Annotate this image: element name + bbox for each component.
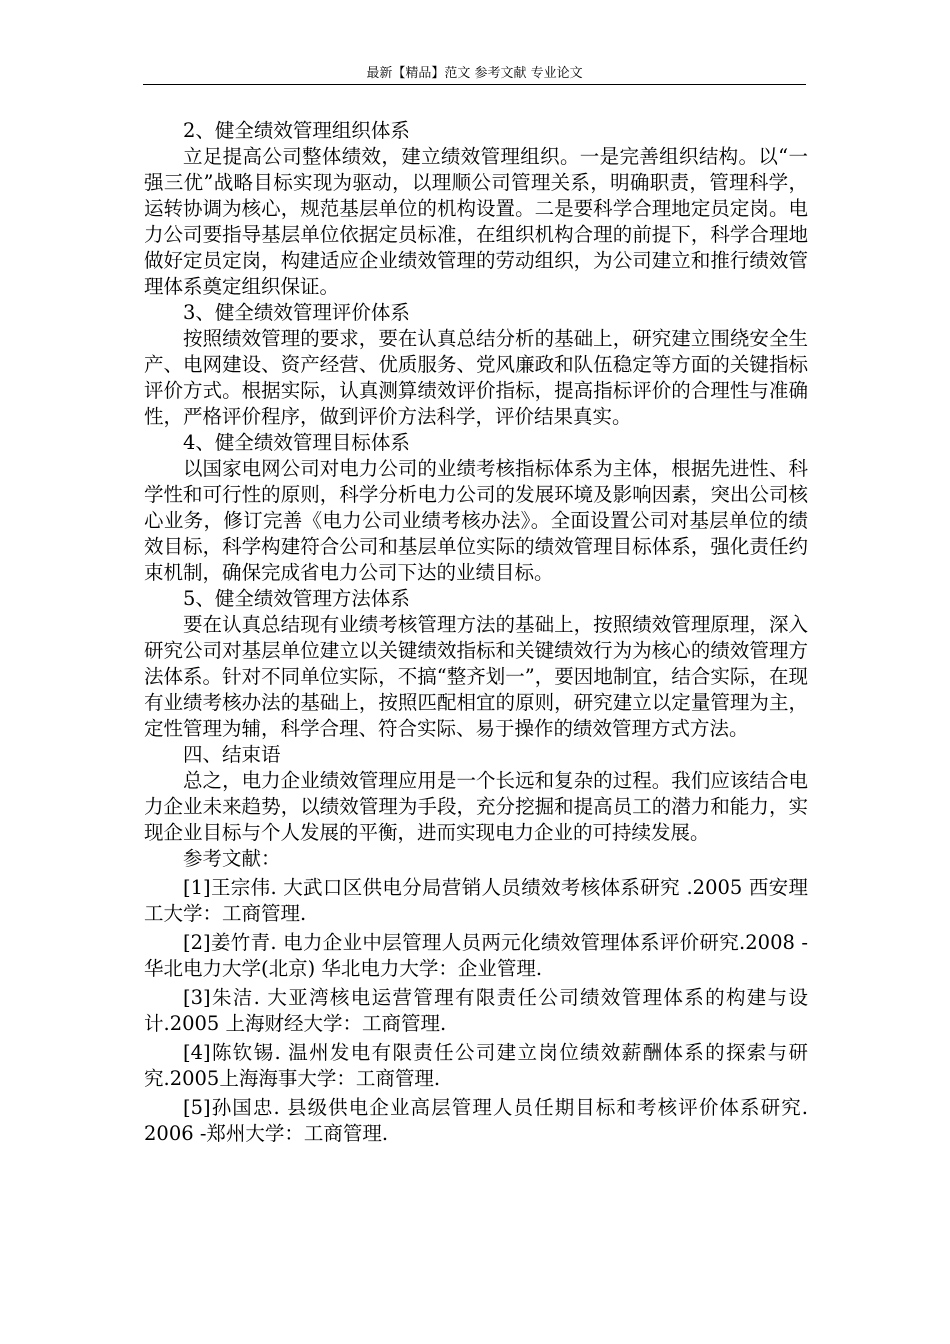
section-heading-organization: 2、健全绩效管理组织体系 — [183, 119, 410, 142]
section-heading-evaluation: 3、健全绩效管理评价体系 — [183, 301, 410, 324]
section-heading-conclusion: 四、结束语 — [183, 743, 281, 766]
paragraph-evaluation: 按照绩效管理的要求，要在认真总结分析的基础上，研究建立围绕安全生产、电网建设、资产经营、优质服务、党风廉政和队伍稳定等方面的关键指标评价方式。根据实际，认真测算绩效评价指标，提高指标评价的合理性与准确性，严格评价程序，做到评价方法科学，评价结果真实。 — [144, 327, 808, 428]
paragraph-method: 要在认真总结现有业绩考核管理方法的基础上，按照绩效管理原理，深入研究公司对基层单位建立以关键绩效指标和关键绩效行为为核心的绩效管理方法体系。针对不同单位实际，不搞“整齐划一”，要因地制宜，结合实际，在现有业绩考核办法的基础上，按照匹配相宜的原则，研究建立以定量管理为主，定性管理为辅，科学合理、符合实际、易于操作的绩效管理方式方法。 — [144, 613, 808, 740]
document-body — [144, 118, 808, 1147]
paragraph-organization: 立足提高公司整体绩效，建立绩效管理组织。一是完善组织结构。以“一强三优”战略目标实现为驱动，以理顺公司管理关系，明确职责，管理科学，运转协调为核心，规范基层单位的机构设置。二是要科学合理地定员定岗。电力公司要指导基层单位依据定员标准，在组织机构合理的前提下，科学合理地做好定员定岗，构建适应企业绩效管理的劳动组织，为公司建立和推行绩效管理体系奠定组织保证。 — [144, 145, 808, 298]
reference-item: [1]王宗伟. 大武口区供电分局营销人员绩效考核体系研究 .2005 西安理工大学：工商管理. — [144, 876, 808, 925]
page-header: 最新【精品】范文 参考文献 专业论文 — [143, 66, 806, 85]
reference-item: [2]姜竹青. 电力企业中层管理人员两元化绩效管理体系评价研究.2008 - 华北电力大学(北京) 华北电力大学：企业管理. — [144, 931, 808, 980]
section-heading-target: 4、健全绩效管理目标体系 — [183, 431, 410, 454]
paragraph-target: 以国家电网公司对电力公司的业绩考核指标体系为主体，根据先进性、科学性和可行性的原则，科学分析电力公司的发展环境及影响因素，突出公司核心业务，修订完善《电力公司业绩考核办法》。全面设置公司对基层单位的绩效目标，科学构建符合公司和基层单位实际的绩效管理目标体系，强化责任约束机制，确保完成省电力公司下达的业绩目标。 — [144, 457, 808, 584]
paragraph-conclusion: 总之，电力企业绩效管理应用是一个长远和复杂的过程。我们应该结合电力企业未来趋势，以绩效管理为手段，充分挖掘和提高员工的潜力和能力，实现企业目标与个人发展的平衡，进而实现电力企业的可持续发展。 — [144, 769, 808, 844]
reference-item: [3]朱洁. 大亚湾核电运营管理有限责任公司绩效管理体系的构建与设计.2005 上海财经大学：工商管理. — [144, 986, 808, 1035]
references-heading: 参考文献： — [183, 847, 281, 870]
reference-item: [4]陈钦锡. 温州发电有限责任公司建立岗位绩效薪酬体系的探索与研究.2005上海海事大学：工商管理. — [144, 1041, 808, 1090]
reference-item: [5]孙国忠. 县级供电企业高层管理人员任期目标和考核评价体系研究. 2006 -郑州大学：工商管理. — [144, 1096, 808, 1145]
section-heading-method: 5、健全绩效管理方法体系 — [183, 587, 410, 610]
